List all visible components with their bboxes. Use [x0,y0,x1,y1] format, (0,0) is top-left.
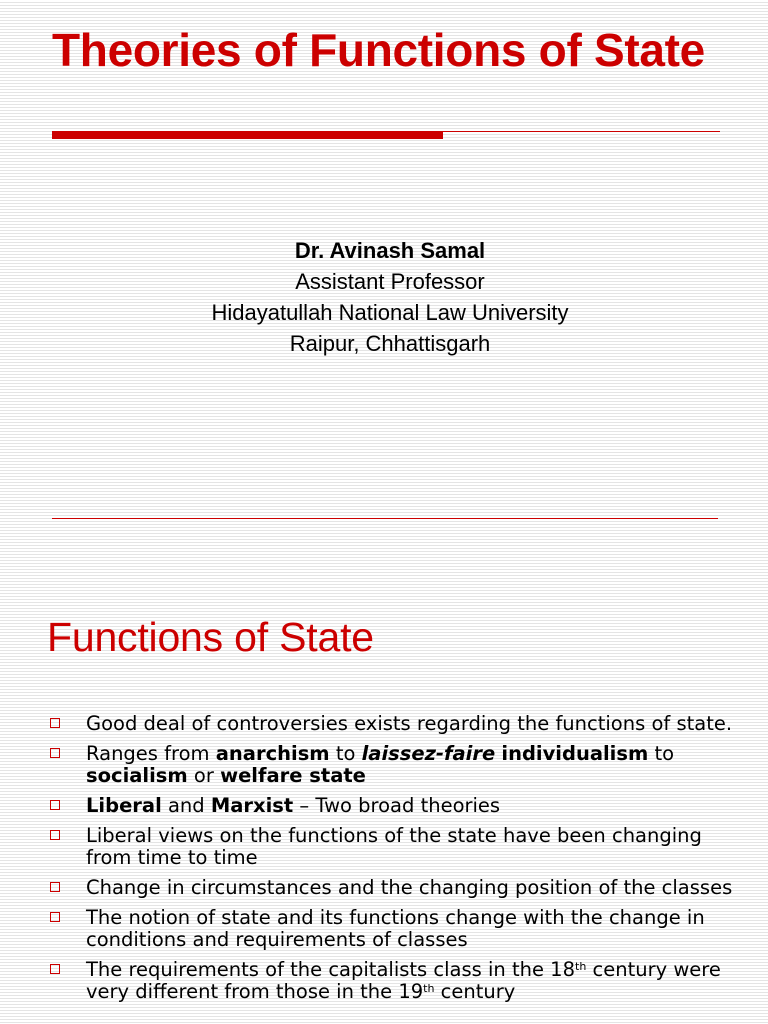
author-location: Raipur, Chhattisgarh [289,331,491,356]
bullet-list [48,713,748,1011]
bullet-text: to [329,742,362,765]
bullet-emphasis-text: Liberal [86,794,162,817]
bullet-item [48,907,748,951]
author-position: Assistant Professor [295,269,485,294]
bullet-emphasis-text: Marxist [210,794,294,817]
bullet-text: th [423,982,435,995]
bullet-text: The requirements of the capitalists class in the 18 [86,958,575,981]
slide-functions-of-state [0,520,768,1024]
hollow-square-icon [50,964,60,974]
bullet-emphasis-text: welfare state [220,764,366,787]
bullet-text: Change in circumstances and the changing position of the classes [86,876,733,899]
bullet-emphasis-text: socialism [86,764,188,787]
title-underline-thick [52,131,443,139]
bullet-text: th [575,960,587,973]
hollow-square-icon [50,830,60,840]
bullet-emphasis-text: anarchism [215,742,330,765]
hollow-square-icon [50,912,60,922]
bullet-emphasis-text: laissez-faire [361,742,496,765]
bullet-text: – Two broad theories [293,794,501,817]
slide-divider [52,518,718,519]
bullet-text: and [161,794,211,817]
hollow-square-icon [50,800,60,810]
bullet-text: Ranges from [86,742,216,765]
bullet-item [48,743,748,787]
bullet-text: Good deal of controversies exists regarding the functions of state. [86,712,733,735]
author-name: Dr. Avinash Samal [294,238,486,263]
bullet-text: Liberal views on the functions of the state have been changing from time to time [86,824,702,869]
slide-title-heading: Theories of Functions of State [52,24,705,76]
hollow-square-icon [50,748,60,758]
hollow-square-icon [50,718,60,728]
bullet-text: The notion of state and its functions change with the change in conditions and requirements of classes [86,906,705,951]
author-block [0,235,768,359]
bullet-text: to [648,742,675,765]
bullet-text: century [434,980,516,1003]
hollow-square-icon [50,882,60,892]
bullet-item [48,959,748,1003]
bullet-text: century were very different from those in the 19 [86,958,721,1003]
bullet-item [48,877,748,899]
bullet-item [48,713,748,735]
slide-heading: Functions of State [47,614,374,660]
bullet-text: or [187,764,221,787]
bullet-emphasis-text: individualism [501,742,649,765]
bullet-item [48,795,748,817]
bullet-item [48,825,748,869]
author-institution: Hidayatullah National Law University [211,300,569,325]
